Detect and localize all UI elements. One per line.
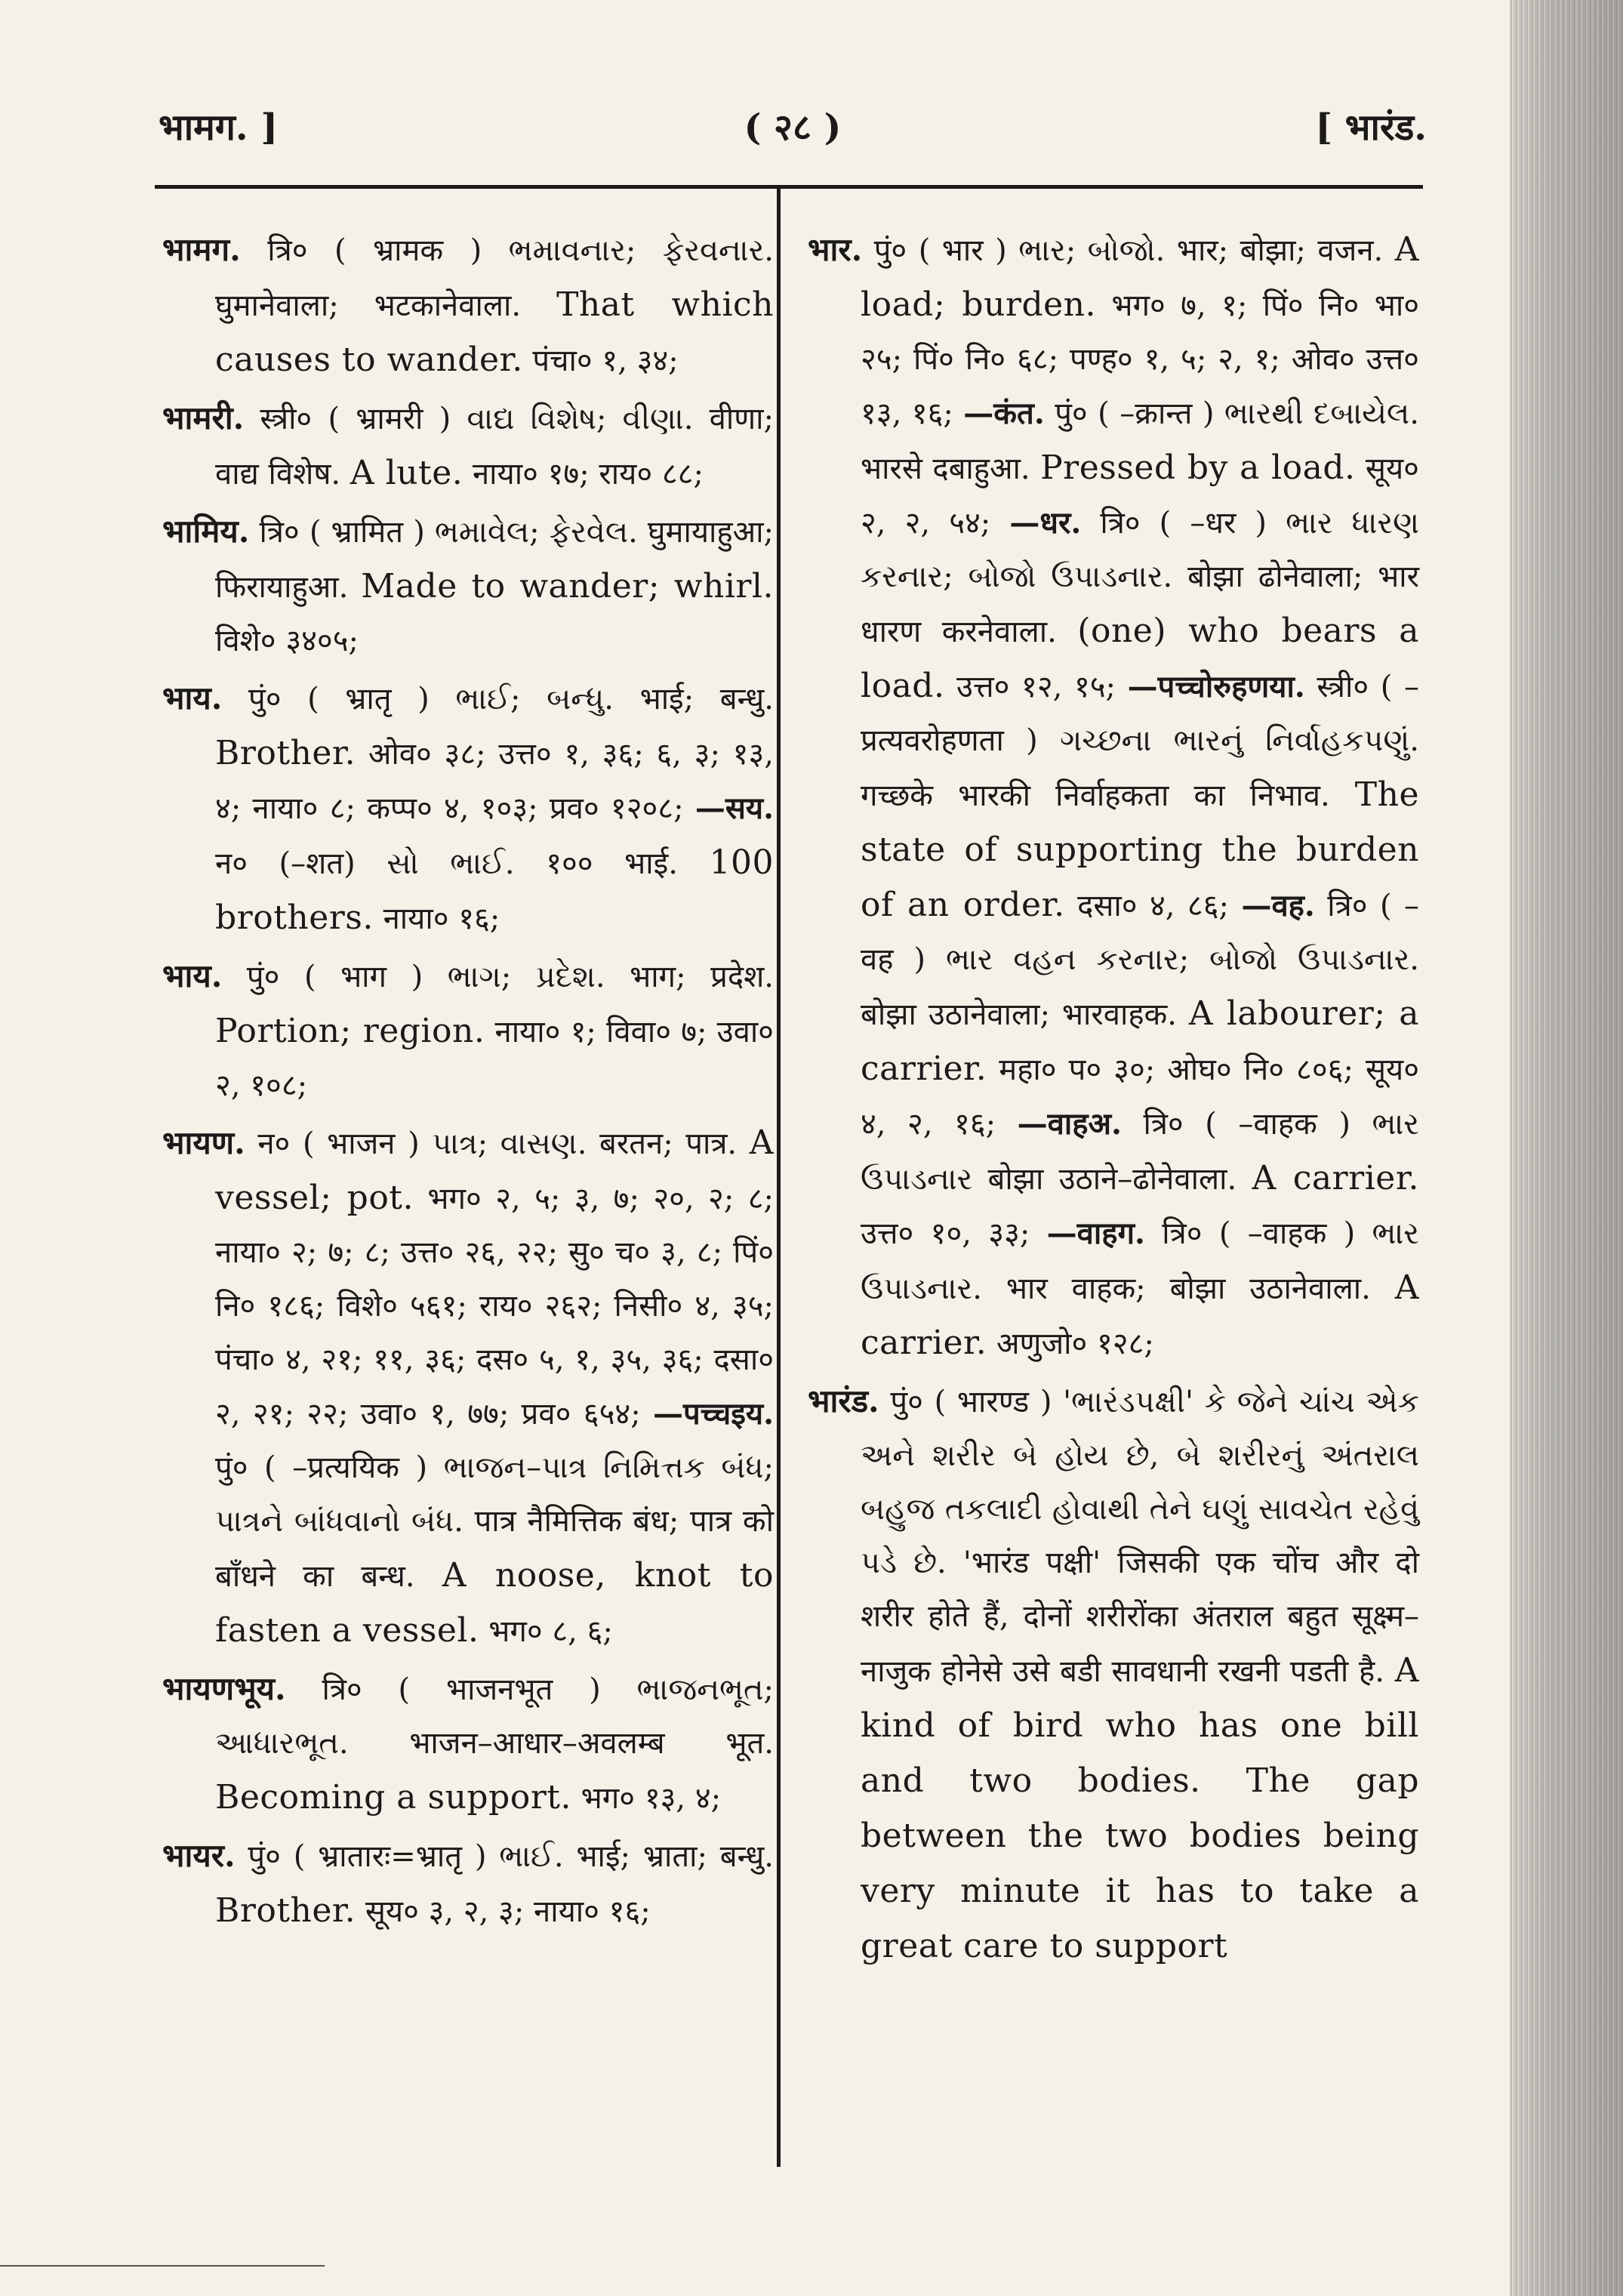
entry-gloss: त्रि० ( –वाहक ) ભાર ઉપાડનાર बोझा उठाने–ढोनेवाला.	[861, 1107, 1419, 1197]
entry-citations: विशे० ३४०५;	[215, 624, 359, 658]
entry-english: Pressed by a load.	[1040, 448, 1356, 487]
entry-gloss: स्त्री० ( भ्रामरी ) વાદ્ય વિશેષ; વીણા. वीणा; वाद्य विशेष.	[215, 402, 774, 492]
entry-gloss: न० (–शत) સો ભાઈ. १०० भाई.	[215, 846, 710, 881]
dictionary-entry	[162, 1829, 774, 1939]
entry-english: Becoming a support.	[215, 1778, 571, 1817]
entry-gloss: त्रि० ( –धर ) ભાર ધારણ કરનાર; બોજો ઉપાડનાર. बोझा ढोनेवाला; भार धारण करनेवाला.	[861, 506, 1419, 649]
entry-gloss: त्रि० ( भ्रामक ) ભમાવનાર; ફેરવનાર. घुमानेवाला; भटकानेवाला.	[215, 233, 774, 323]
entry-citations: महा० प० ३०; ओघ० नि० ८०६; सूय० ४, २, १६;	[861, 1052, 1419, 1142]
entry-subheadword: —वह.	[1241, 888, 1315, 923]
entry-english: A labourer; a carrier.	[861, 994, 1419, 1088]
entry-headword: भामिय.	[162, 513, 250, 550]
page-edge-shadow	[1510, 0, 1623, 2296]
entry-gloss: पुं० ( भ्रातृ ) ભાઈ; બન્ધુ. भाई; बन्धु.	[222, 682, 774, 717]
entry-english: Brother.	[215, 734, 356, 772]
entry-citations: ओव० ३८; उत्त० १, ३६; ६, ३; १३, ४; नाया० ८; कप्प० ४, १०३; प्रव० १२०८;	[215, 737, 774, 826]
entry-citations: भग० ७, १; पिं० नि० भा० २५; पिं० नि० ६८; पण्ह० १, ५; २, १; ओव० उत्त० १३, १६;	[861, 288, 1419, 431]
entry-english: A load; burden.	[861, 230, 1419, 324]
entry-citations: पंचा० १, ३४;	[522, 344, 679, 378]
entry-citations: भग० १३, ४;	[571, 1781, 722, 1816]
entry-gloss: पुं० ( भाग ) ભાગ; પ્રદેશ. भाग; प्रदेश.	[222, 960, 774, 994]
dictionary-entry	[162, 949, 774, 1113]
entry-gloss: पुं० ( भार ) ભાર; બોજો. भार; बोझा; वजन.	[862, 233, 1395, 268]
entry-english: A kind of bird who has one bill and two bodies. The gap between the two bodies being very minute it has to take a great care to support	[861, 1651, 1419, 1965]
entry-english: 100 brothers.	[215, 843, 774, 937]
entry-gloss: पुं० ( –प्रत्ययिक ) ભાજન–પાત્ર નિમિત્તક બંધ; પાત્રને બાંધવાનો બંધ. पात्र नैमित्तिक बंध; पात्र को बाँधने का बन्ध.	[215, 1450, 774, 1594]
entry-citations: भग० ८, ६;	[479, 1614, 613, 1649]
entry-gloss: स्त्री० ( –प्रत्यवरोहणता ) ગચ્છના ભારનું નિર્વાહકપણું. गच्छके भारकी निर्वाहकता का निभाव.	[861, 670, 1419, 813]
entry-citations: नाया० १७; राय० ८८;	[463, 457, 704, 492]
entry-citations: अणुजो० १२८;	[987, 1327, 1154, 1361]
page-header	[159, 102, 1427, 155]
entry-english: Brother.	[215, 1891, 356, 1930]
footer-rule	[0, 2265, 325, 2267]
entry-subheadword: —सय.	[694, 791, 774, 826]
entry-english: A lute.	[350, 454, 463, 492]
entry-citations: सूय० २, २, ५४;	[861, 451, 1419, 541]
entry-english: A carrier.	[861, 1268, 1419, 1362]
entry-subheadword: —पच्चइय.	[653, 1396, 774, 1432]
header-right-guideword: [ भारंड.	[1315, 106, 1427, 149]
entry-headword: भायणभूय.	[162, 1670, 286, 1707]
entry-english: Portion; region.	[215, 1012, 485, 1050]
column-divider	[777, 189, 781, 2167]
entry-citations: दसा० ४, ८६;	[1064, 889, 1242, 923]
entry-gloss: त्रि० ( भाजनभूत ) ભાજનભૂત; આધારભૂત. भाजन–आधार–अवलम्ब भूत.	[215, 1672, 774, 1761]
entry-english: The state of supporting the burden of an order.	[861, 775, 1419, 924]
page-number: ( २८ )	[744, 106, 842, 149]
dictionary-entry	[162, 1116, 774, 1659]
dictionary-entry	[162, 223, 774, 388]
entry-subheadword: —कंत.	[963, 396, 1045, 431]
entry-headword: भायण.	[162, 1124, 245, 1161]
entry-english: A vessel; pot.	[215, 1123, 774, 1217]
entry-english: That which causes to wander.	[215, 285, 774, 379]
dictionary-entry	[162, 391, 774, 501]
right-column	[808, 223, 1419, 1977]
entry-citations: उत्त० १०, ३३;	[861, 1216, 1047, 1251]
entry-headword: भाय.	[162, 957, 223, 994]
left-column	[162, 223, 774, 1942]
entry-citations: सूय० ३, २, ३; नाया० १६;	[356, 1894, 651, 1929]
entry-english: A carrier.	[1252, 1159, 1420, 1197]
dictionary-entry	[162, 504, 774, 668]
dictionary-entry	[162, 1662, 774, 1826]
dictionary-entry	[162, 671, 774, 946]
entry-english: (one) who bears a load.	[861, 612, 1420, 705]
entry-citations: नाया० १; विवा० ७; उवा० २, १०८;	[215, 1015, 774, 1103]
entry-english: Made to wander; whirl.	[361, 567, 774, 606]
entry-gloss: त्रि० ( –वाहक ) ભાર ઉપાડનાર. भार वाहक; बोझा उठानेवाला.	[861, 1216, 1419, 1306]
entry-gloss: त्रि० ( –वह ) ભાર વહન કરનાર; બોજો ઉપાડનાર. बोझा उठानेवाला; भारवाहक.	[861, 889, 1419, 1032]
entry-citations: नाया० १६;	[373, 901, 500, 936]
entry-headword: भायर.	[162, 1837, 236, 1874]
entry-gloss: पुं० ( भारण्ड ) 'ભારંડપક્ષી' કે જેને ચાંચ એક અને શરીર બે હોય છે, બે શરીરનું અંતરાલ બહુજ તકલાદી હોવાથી તેને ઘણું સાવચેત રહેવું પડે છે. 'भारंड पक्षी' जिसकी एक चोंच और दो शरीर होते हैं, दोनों शरीरोंका अंतराल बहुत सूक्ष्म–नाजुक होनेसे उसे बडी सावधानी रखनी पडती है.	[861, 1385, 1419, 1689]
entry-gloss: पुं० ( –क्रान्त ) ભારથી દબાયેલ. भारसे दबाहुआ.	[861, 396, 1419, 486]
entry-headword: भाय.	[162, 680, 223, 717]
entry-subheadword: —वाहअ.	[1017, 1106, 1122, 1142]
entry-headword: भार.	[808, 231, 863, 268]
entry-gloss: पुं० ( भ्रातारः=भ्रातृ ) ભાઈ. भाई; भ्राता; बन्धु.	[235, 1839, 774, 1874]
entry-subheadword: —धर.	[1009, 505, 1082, 541]
entry-gloss: त्रि० ( भ्रामित ) ભમાવેલ; ફેરવેલ. घुमायाहुआ; फिरायाहुआ.	[215, 515, 774, 605]
header-left-guideword: भामग. ]	[159, 106, 279, 149]
dictionary-entry	[808, 1374, 1419, 1974]
entry-citations: भग० २, ५; ३, ७; २०, २; ८; नाया० २; ७; ८; उत्त० २६, २२; सु० च० ३, ८; पिं० नि० १८६; विशे० ५६१; राय० २६२; निसी० ४, ३५; पंचा० ४, २१; ११, ३६; दस० ५, १, ३५, ३६; दसा० २, २१; २२; उवा० १, ७७; प्रव० ६५४;	[215, 1182, 774, 1432]
entry-subheadword: —वाहग.	[1046, 1216, 1145, 1251]
entry-gloss: न० ( भाजन ) પાત્ર; વાસણ. बरतन; पात्र.	[245, 1126, 750, 1161]
entry-english: A noose, knot to fasten a vessel.	[215, 1556, 774, 1650]
entry-headword: भामरी.	[162, 399, 245, 436]
entry-citations: उत्त० १२, १५;	[944, 670, 1128, 704]
entry-subheadword: —पच्चोरुहणया.	[1127, 669, 1305, 704]
dictionary-entry	[808, 223, 1419, 1371]
header-rule	[155, 185, 1423, 189]
entry-headword: भारंड.	[808, 1382, 879, 1419]
entry-headword: भामग.	[162, 231, 241, 268]
